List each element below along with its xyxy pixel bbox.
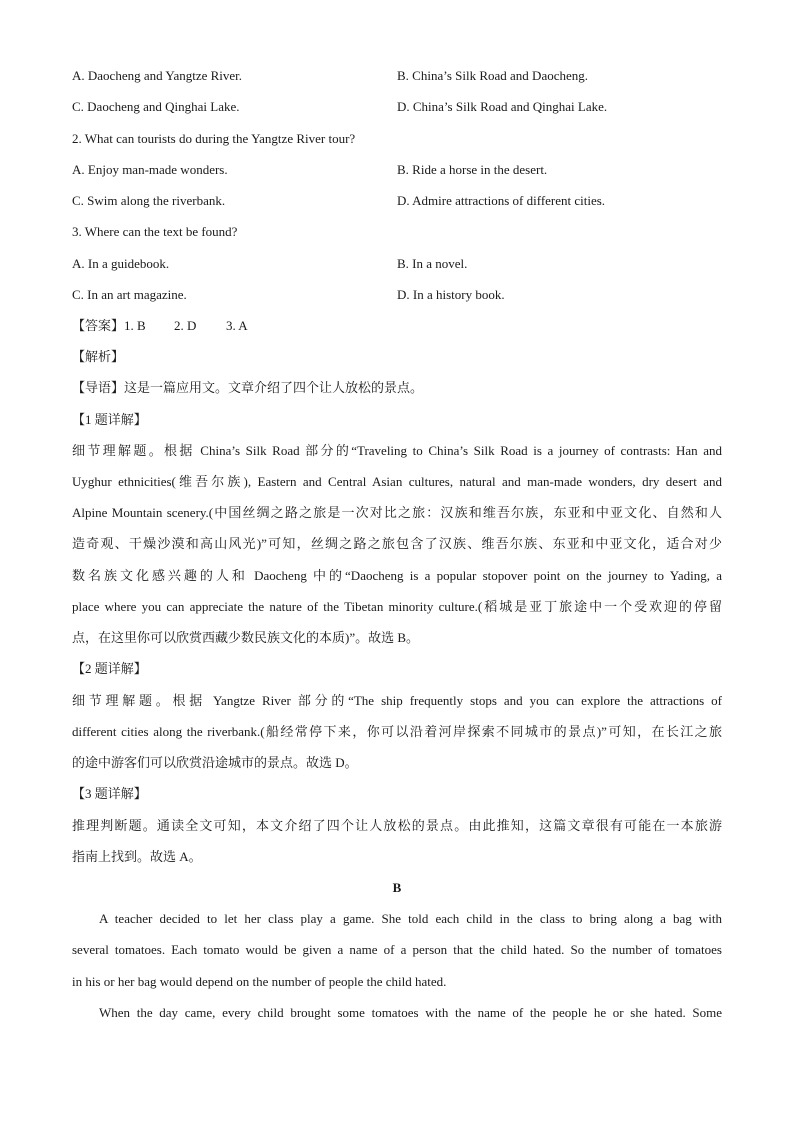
detail2-line: 细节理解题。根据 Yangtze River 部分的“The ship frequently stops and you can explore the attractions of bbox=[72, 693, 722, 708]
detail3-heading: 【3 题详解】 bbox=[72, 786, 147, 801]
detail2-heading: 【2 题详解】 bbox=[72, 661, 147, 676]
analysis-label: 【解析】 bbox=[72, 349, 125, 364]
q2-option-a: A. Enjoy man-made wonders. bbox=[72, 162, 228, 177]
q2-option-c: C. Swim along the riverbank. bbox=[72, 193, 226, 208]
passage-line: A teacher decided to let her class play a game. She told each child in the class to bring along a bag with bbox=[99, 911, 722, 926]
detail1-line: 点，在这里你可以欣赏西藏少数民族文化的本质)”。故选 B。 bbox=[72, 630, 420, 645]
detail2-line: 的途中游客们可以欣赏沿途城市的景点。故选 D。 bbox=[72, 755, 358, 770]
q2-option-d: D. Admire attractions of different cities. bbox=[397, 193, 606, 208]
q2-stem: 2. What can tourists do during the Yangtze River tour? bbox=[72, 131, 356, 146]
detail3-line: 推理判断题。通读全文可知，本文介绍了四个让人放松的景点。由此推知，这篇文章很有可能在一本旅游 bbox=[72, 818, 722, 833]
q3-option-a: A. In a guidebook. bbox=[72, 256, 170, 271]
q1-option-d: D. China’s Silk Road and Qinghai Lake. bbox=[397, 99, 608, 114]
detail1-line: 数名族文化感兴趣的人和 Daocheng 中的“Daocheng is a popular stopover point on the journey to Yading, a bbox=[72, 568, 722, 583]
detail1-line: place where you can appreciate the nature of the Tibetan minority culture.(稻城是亚丁旅途中一个受欢迎的停留 bbox=[72, 599, 722, 614]
q3-stem: 3. Where can the text be found? bbox=[72, 224, 238, 239]
q3-option-d: D. In a history book. bbox=[397, 287, 505, 302]
detail1-line: 造奇观、干燥沙漠和高山风光)”可知，丝绸之路之旅包含了汉族、维吾尔族、东亚和中亚文化，适合对少 bbox=[72, 536, 722, 551]
detail1-line: 细节理解题。根据 China’s Silk Road 部分的“Traveling to China’s Silk Road is a journey of contrasts: Han and bbox=[72, 443, 722, 458]
passage-line: in his or her bag would depend on the number of people the child hated. bbox=[72, 974, 447, 989]
answer-label: 【答案】 bbox=[72, 318, 125, 333]
detail1-heading: 【1 题详解】 bbox=[72, 412, 147, 427]
passage-line: several tomatoes. Each tomato would be given a name of a person that the child hated. So the number of tomatoes bbox=[72, 942, 722, 957]
q2-option-b: B. Ride a horse in the desert. bbox=[397, 162, 548, 177]
detail1-line: Alpine Mountain scenery.(中国丝绸之路之旅是一次对比之旅：汉族和维吾尔族，东亚和中亚文化、自然和人 bbox=[72, 505, 722, 520]
detail1-line: Uyghur ethnicities(维吾尔族), Eastern and Central Asian cultures, natural and man-made wonders, dry desert and bbox=[72, 474, 722, 489]
section-heading: B bbox=[392, 880, 402, 895]
q3-option-b: B. In a novel. bbox=[397, 256, 468, 271]
q1-option-a: A. Daocheng and Yangtze River. bbox=[72, 68, 243, 83]
detail2-line: different cities along the riverbank.(船经常停下来，你可以沿着河岸探索不同城市的景点)”可知，在长江之旅 bbox=[72, 724, 722, 739]
q3-option-c: C. In an art magazine. bbox=[72, 287, 187, 302]
q1-option-b: B. China’s Silk Road and Daocheng. bbox=[397, 68, 589, 83]
answer-1: 1. B bbox=[124, 318, 146, 333]
intro-line: 【导语】这是一篇应用文。文章介绍了四个让人放松的景点。 bbox=[72, 380, 424, 395]
q1-option-c: C. Daocheng and Qinghai Lake. bbox=[72, 99, 240, 114]
detail3-line: 指南上找到。故选 A。 bbox=[72, 849, 202, 864]
answer-line bbox=[72, 317, 248, 334]
answer-3: 3. A bbox=[226, 318, 248, 333]
passage-line: When the day came, every child brought some tomatoes with the name of the people he or she hated. Some bbox=[99, 1005, 722, 1020]
answer-2: 2. D bbox=[174, 318, 197, 333]
